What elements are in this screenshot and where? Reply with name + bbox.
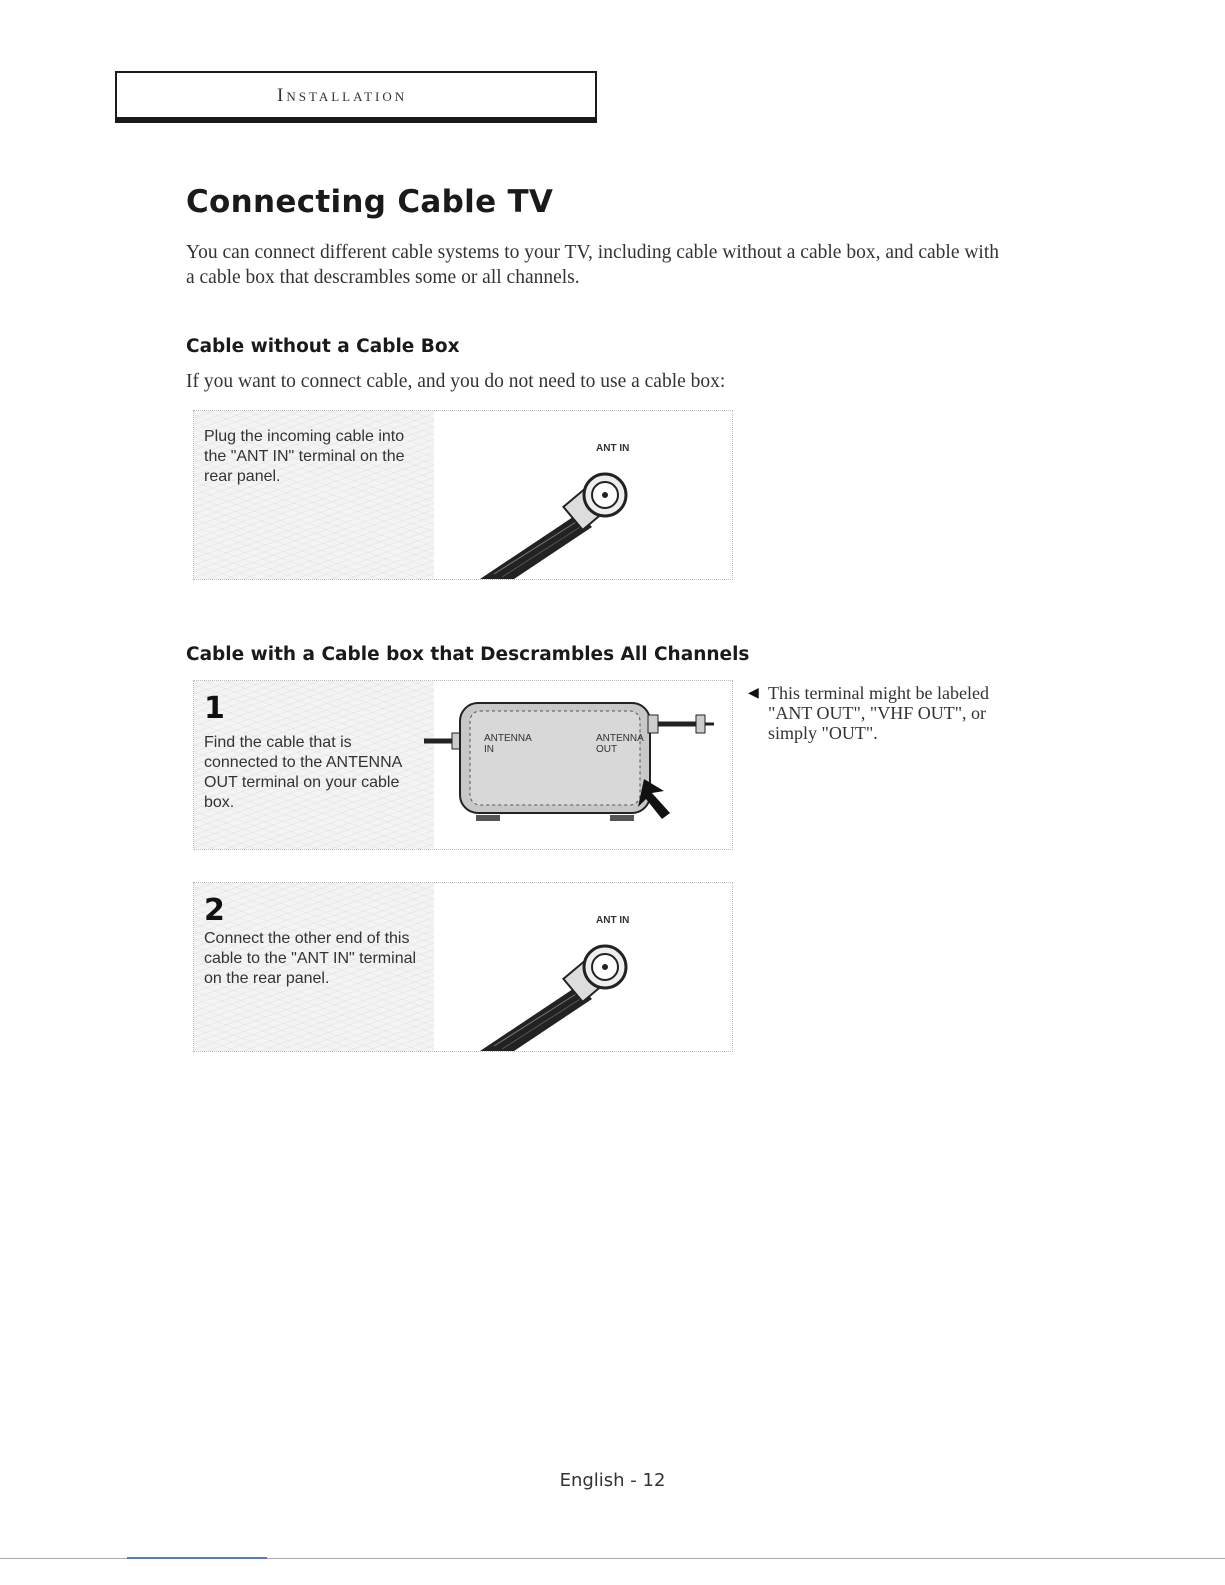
section-header-label: Installation: [277, 85, 408, 106]
section1-lead: If you want to connect cable, and you do not need to use a cable box:: [186, 371, 726, 392]
step-instruction: Plug the incoming cable into the "ANT IN" terminal on the rear panel.: [204, 428, 405, 485]
step-text-panel: [194, 681, 434, 849]
step-text-panel: [194, 883, 434, 1051]
section2-heading: Cable with a Cable box that Descrambles All Channels: [186, 644, 750, 665]
coax-cable-icon: [474, 933, 654, 1053]
bottom-link-mark: [127, 1557, 267, 1559]
step-panel-2: [193, 882, 733, 1052]
step-panel-1: [193, 680, 733, 850]
section1-heading: Cable without a Cable Box: [186, 336, 460, 357]
antenna-out-label: ANTENNA OUT: [596, 733, 644, 755]
step-panel-ant-in: [193, 410, 733, 580]
note-text: This terminal might be labeled "ANT OUT", "VHF OUT", or simply "OUT".: [768, 683, 989, 743]
side-note: [748, 683, 998, 743]
step-text-panel: [194, 411, 434, 579]
antenna-in-label: ANTENNA IN: [484, 733, 532, 755]
step-instruction: Find the cable that is connected to the ANTENNA OUT terminal on your cable box.: [204, 734, 402, 811]
section-header-bar: [117, 117, 595, 121]
page-title: Connecting Cable TV: [186, 184, 554, 220]
ant-in-label: ANT IN: [596, 443, 630, 454]
coax-cable-icon: [474, 461, 654, 581]
intro-paragraph: You can connect different cable systems to your TV, including cable without a cable box, and cable with a cable box that descrambles some or all channels.: [186, 242, 1000, 288]
page-footer: English - 12: [559, 1470, 666, 1491]
note-arrow-icon: ◀: [748, 685, 759, 701]
cable-box-icon: [424, 701, 734, 831]
step-number: 1: [204, 691, 225, 726]
step-number: 2: [204, 893, 225, 928]
section-header: [115, 71, 597, 123]
step-instruction: Connect the other end of this cable to the "ANT IN" terminal on the rear panel.: [204, 930, 417, 987]
ant-in-label: ANT IN: [596, 915, 630, 926]
